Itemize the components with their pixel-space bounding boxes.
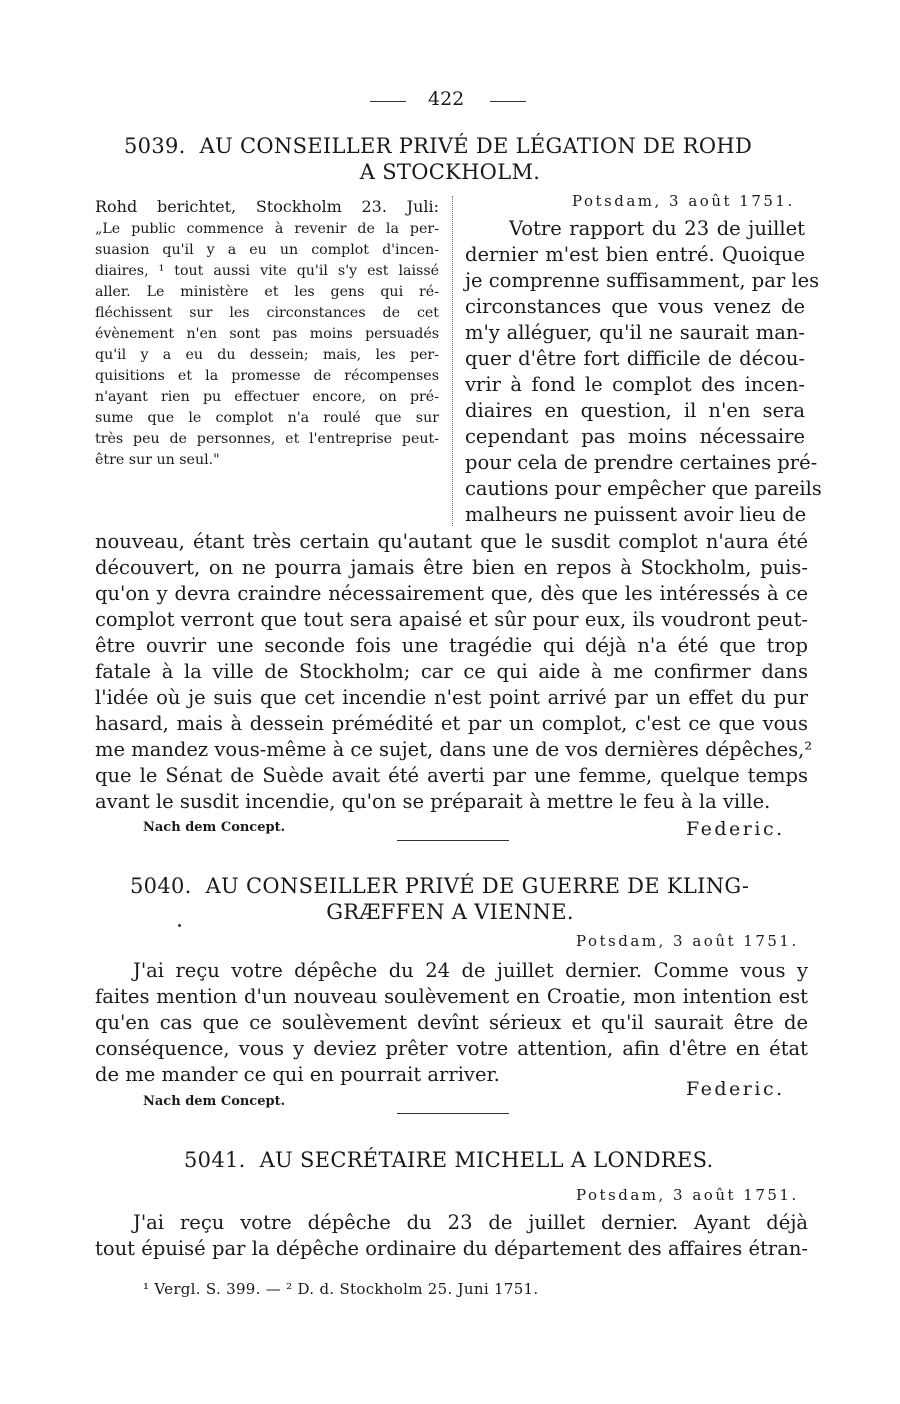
source-note: Nach dem Concept.: [143, 1094, 286, 1109]
body-line: tout épuisé par la dépêche ordinaire du département des affaires étran-: [95, 1237, 808, 1260]
body-line: qu'en cas que ce soulèvement devînt sérieux et qu'il saurait être de: [95, 1011, 808, 1034]
body-line: fatale à la ville de Stockholm; car ce qui aide à me confirmer dans: [95, 660, 808, 683]
body-line: circonstances que vous venez de: [465, 295, 805, 318]
body-line: qu'on y devra craindre nécessairement que, dès que les intéressés à ce: [95, 582, 808, 605]
letter-number: 5039.: [124, 134, 186, 158]
sidenote-line: aller. Le ministère et les gens qui ré-: [95, 284, 439, 300]
sidenote-line: sume que le complot n'a roulé que sur: [95, 410, 439, 426]
footnotes: ¹ Vergl. S. 399. — ² D. d. Stockholm 25. Juni 1751.: [143, 1280, 539, 1298]
body-line: que le Sénat de Suède avait été averti par une femme, quelque temps: [95, 764, 808, 787]
body-line: vrir à fond le complot des incen-: [465, 373, 805, 396]
sidenote-line: diaires, ¹ tout aussi vite qu'il s'y est laissé: [95, 263, 439, 279]
body-line: diaires en question, il n'en sera: [465, 399, 805, 422]
letter-title: AU SECRÉTAIRE MICHELL A LONDRES.: [259, 1148, 714, 1172]
body-line: de me mander ce qui en pourrait arriver.: [95, 1063, 500, 1086]
sidenote-line: qu'il y a eu du dessein; mais, les per-: [95, 347, 439, 363]
dateline: Potsdam, 3 août 1751.: [576, 1186, 799, 1204]
letter-5039-heading: [124, 134, 752, 158]
body-line: hasard, mais à dessein prémédité et par un complot, c'est ce que vous: [95, 712, 808, 735]
letter-5040-heading: [130, 874, 749, 898]
page-number-rule-left: [370, 101, 406, 102]
sidenote-line: très peu de personnes, et l'entreprise peut-: [95, 431, 439, 447]
body-line: être ouvrir une seconde fois une tragédie qui déjà n'a été que trop: [95, 634, 808, 657]
body-line: avant le susdit incendie, qu'on se préparait à mettre le feu à la ville.: [95, 790, 771, 813]
body-line: me mandez vous-même à ce sujet, dans une de vos dernières dépêches,²: [95, 738, 813, 761]
letter-title-line2: A STOCKHOLM.: [359, 160, 541, 184]
letter-number: 5041.: [184, 1148, 246, 1172]
sidenote: [95, 195, 439, 471]
body-line: l'idée où je suis que cet incendie n'est point arrivé par un effet du pur: [95, 686, 808, 709]
page-number-rule-right: [490, 101, 526, 102]
body-line: quer d'être fort difficile de décou-: [465, 347, 805, 370]
body-line: Votre rapport du 23 de juillet: [509, 217, 805, 240]
body-line: nouveau, étant très certain qu'autant que le susdit complot n'aura été: [95, 530, 808, 553]
letter-title-line1: AU CONSEILLER PRIVÉ DE LÉGATION DE ROHD: [199, 134, 753, 158]
sidenote-line: suasion qu'il y a eu un complot d'incen-: [95, 242, 439, 258]
body-line: complot verront que tout sera apaisé et sûr pour eux, ils voudront peut-: [95, 608, 808, 631]
body-line: faites mention d'un nouveau soulèvement en Croatie, mon intention est: [95, 985, 808, 1008]
section-divider: [397, 1113, 509, 1114]
signature: Federic.: [686, 818, 785, 840]
sidenote-line: „Le public commence à revenir de la per-: [95, 221, 439, 237]
body-line: conséquence, vous y deviez prêter votre attention, afin d'être en état: [95, 1037, 808, 1060]
sidenote-line: être sur un seul.": [95, 452, 220, 468]
body-line: m'y alléguer, qu'il ne saurait man-: [465, 321, 805, 344]
dateline: Potsdam, 3 août 1751.: [572, 192, 795, 210]
letter-5041-heading: [184, 1148, 714, 1172]
body-line: pour cela de prendre certaines pré-: [465, 451, 818, 474]
page-number: 422: [428, 88, 465, 110]
body-line: je comprenne suffisamment, par les: [465, 269, 820, 292]
signature: Federic.: [686, 1078, 785, 1100]
letter-title-line2: GRÆFFEN A VIENNE.: [326, 900, 574, 924]
body-line: J'ai reçu votre dépêche du 23 de juillet dernier. Ayant déjà: [133, 1211, 808, 1234]
section-divider: [397, 840, 509, 841]
body-line: dernier m'est bien entré. Quoique: [465, 243, 805, 266]
sidenote-line: évènement n'en sont pas moins persuadés: [95, 326, 439, 342]
body-line: J'ai reçu votre dépêche du 24 de juillet dernier. Comme vous y: [133, 959, 808, 982]
body-line: cependant pas moins nécessaire: [465, 425, 805, 448]
print-speck: [178, 924, 181, 927]
body-line: cautions pour empêcher que pareils: [465, 477, 822, 500]
sidenote-line: quisitions et la promesse de récompenses: [95, 368, 439, 384]
sidenote-line: fléchissent sur les circonstances de cet: [95, 305, 439, 321]
source-note: Nach dem Concept.: [143, 820, 286, 835]
body-line: malheurs ne puissent avoir lieu de: [465, 503, 807, 526]
letter-title-line1: AU CONSEILLER PRIVÉ DE GUERRE DE KLING-: [205, 874, 750, 898]
body-line: découvert, on ne pourra jamais être bien en repos à Stockholm, puis-: [95, 556, 808, 579]
letter-number: 5040.: [130, 874, 192, 898]
column-divider: [452, 196, 453, 526]
sidenote-line: n'ayant rien pu effectuer encore, on pré-: [95, 389, 439, 405]
sidenote-line: Rohd berichtet, Stockholm 23. Juli:: [95, 197, 439, 216]
dateline: Potsdam, 3 août 1751.: [576, 932, 799, 950]
right-column: [465, 216, 822, 528]
